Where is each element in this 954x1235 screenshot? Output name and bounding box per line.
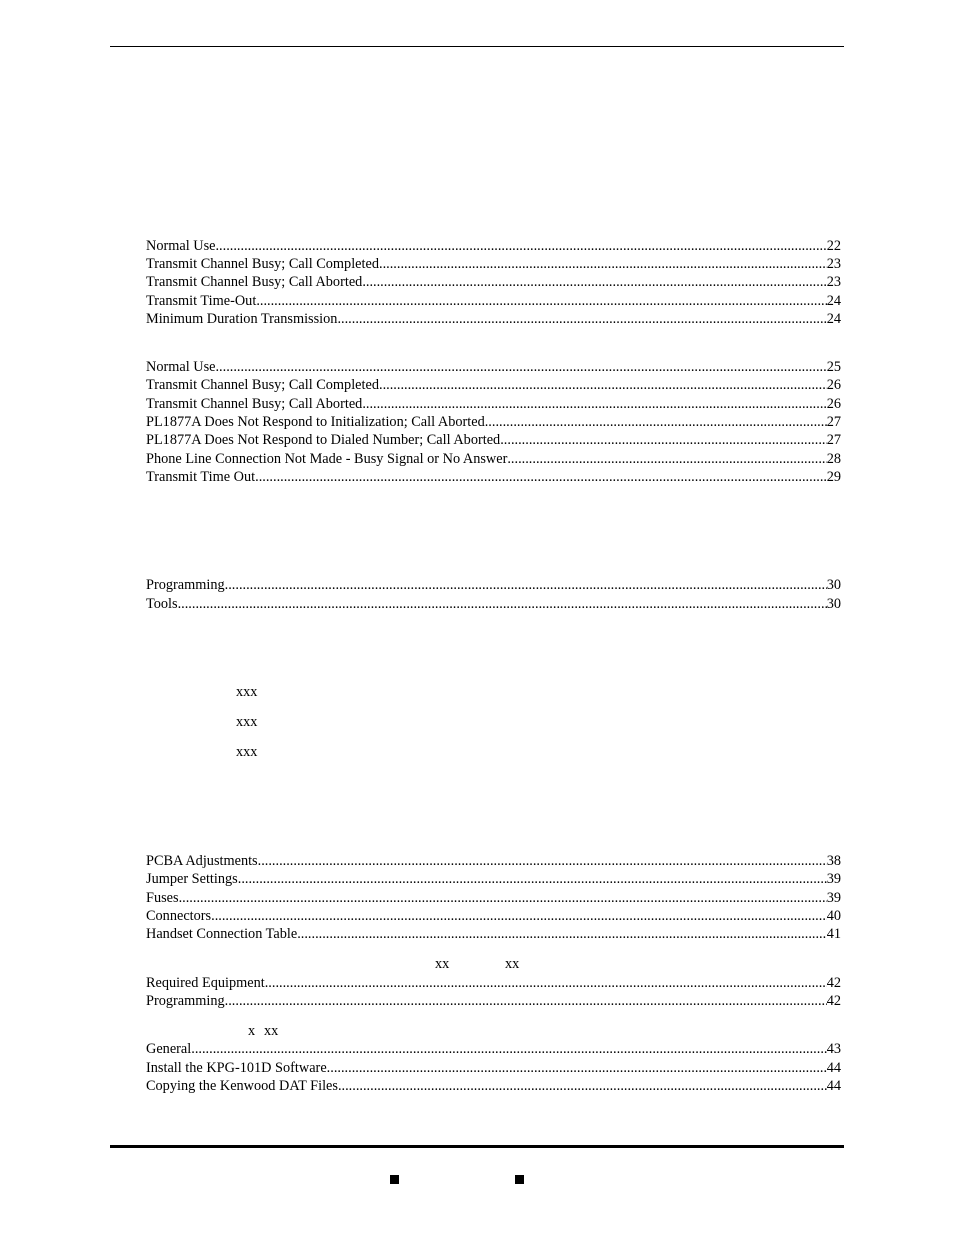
toc-entry-page: 24	[826, 311, 841, 327]
toc-entry-title: Jumper Settings	[146, 871, 238, 887]
toc-entry[interactable]	[146, 292, 841, 310]
placeholder-fragment: xx	[435, 956, 450, 972]
toc-entry-leader	[362, 395, 826, 413]
toc-entry-title: General	[146, 1041, 192, 1057]
toc-entry-page: 39	[826, 890, 841, 906]
toc-entry-leader	[225, 576, 827, 594]
toc-entry-title: Normal Use	[146, 359, 216, 375]
toc-entry[interactable]	[146, 358, 841, 376]
toc-entry-leader	[178, 595, 827, 613]
toc-entry-page: 27	[826, 414, 841, 430]
placeholder-fragment: xx	[264, 1023, 279, 1039]
toc-entry[interactable]	[146, 1077, 841, 1095]
toc-entry-title: Fuses	[146, 890, 179, 906]
toc-entry-leader	[215, 358, 826, 376]
toc-entry-page: 27	[826, 432, 841, 448]
toc-entry-page: 22	[826, 238, 841, 254]
toc-entry-page: 42	[826, 993, 841, 1009]
placeholder-fragment: xxx	[236, 684, 258, 700]
toc-entry[interactable]	[146, 273, 841, 291]
toc-entry-page: 41	[826, 926, 841, 942]
toc-entry[interactable]	[146, 1040, 841, 1058]
black-square-icon	[515, 1175, 524, 1184]
toc-entry-leader	[362, 273, 826, 291]
toc-entry-title: Programming	[146, 577, 225, 593]
placeholder-fragment: xx	[505, 956, 520, 972]
toc-entry-page: 24	[826, 293, 841, 309]
toc-entry[interactable]	[146, 852, 841, 870]
toc-entry[interactable]	[146, 237, 841, 255]
toc-entry-page: 44	[826, 1060, 841, 1076]
toc-entry-page: 29	[826, 469, 841, 485]
toc-entry-title: Required Equipment	[146, 975, 265, 991]
toc-entry-title: PL1877A Does Not Respond to Initialization; Call Aborted	[146, 414, 485, 430]
toc-entry-page: 39	[826, 871, 841, 887]
toc-entry-title: Transmit Channel Busy; Call Aborted	[146, 396, 363, 412]
toc-entry-page: 25	[826, 359, 841, 375]
black-square-icon	[390, 1175, 399, 1184]
toc-entry-title: Copying the Kenwood DAT Files	[146, 1078, 338, 1094]
toc-entry[interactable]	[146, 450, 841, 468]
toc-entry-leader	[215, 237, 826, 255]
toc-entry[interactable]	[146, 376, 841, 394]
toc-entry-leader	[258, 852, 827, 870]
toc-entry-title: Transmit Channel Busy; Call Completed	[146, 256, 379, 272]
toc-entry-leader	[265, 974, 827, 992]
toc-entry-title: Transmit Channel Busy; Call Completed	[146, 377, 379, 393]
toc-entry-title: Normal Use	[146, 238, 216, 254]
toc-entry-title: PL1877A Does Not Respond to Dialed Number; Call Aborted	[146, 432, 501, 448]
toc-entry-page: 43	[826, 1041, 841, 1057]
toc-entry[interactable]	[146, 925, 841, 943]
toc-entry-page: 23	[826, 274, 841, 290]
toc-entry-title: Phone Line Connection Not Made - Busy Signal or No Answer	[146, 451, 508, 467]
toc-entry-leader	[225, 992, 827, 1010]
toc-entry-page: 30	[826, 577, 841, 593]
toc-entry-leader	[500, 431, 826, 449]
toc-entry[interactable]	[146, 974, 841, 992]
toc-entry-leader	[337, 310, 826, 328]
toc-entry[interactable]	[146, 907, 841, 925]
toc-entry[interactable]	[146, 310, 841, 328]
toc-entry-leader	[191, 1040, 826, 1058]
toc-entry[interactable]	[146, 889, 841, 907]
header-rule	[110, 46, 844, 47]
toc-entry-title: Handset Connection Table	[146, 926, 298, 942]
toc-entry-title: Transmit Time Out	[146, 469, 256, 485]
toc-entry-leader	[379, 376, 827, 394]
toc-entry-leader	[255, 468, 827, 486]
toc-entry-leader	[238, 870, 827, 888]
toc-entry[interactable]	[146, 255, 841, 273]
toc-entry-title: Connectors	[146, 908, 212, 924]
toc-entry[interactable]	[146, 413, 841, 431]
toc-entry-page: 26	[826, 396, 841, 412]
toc-entry-leader	[256, 292, 826, 310]
toc-entry-page: 26	[826, 377, 841, 393]
toc-entry-leader	[327, 1059, 827, 1077]
toc-entry[interactable]	[146, 595, 841, 613]
toc-entry-title: Transmit Time-Out	[146, 293, 257, 309]
placeholder-fragment: xxx	[236, 714, 258, 730]
toc-entry[interactable]	[146, 576, 841, 594]
toc-entry[interactable]	[146, 1059, 841, 1077]
toc-entry-title: Programming	[146, 993, 225, 1009]
toc-entry[interactable]	[146, 870, 841, 888]
toc-entry[interactable]	[146, 992, 841, 1010]
toc-entry-leader	[297, 925, 827, 943]
toc-entry-page: 42	[826, 975, 841, 991]
toc-entry-page: 38	[826, 853, 841, 869]
toc-entry-leader	[338, 1077, 827, 1095]
toc-entry-page: 44	[826, 1078, 841, 1094]
footer-rule	[110, 1145, 844, 1148]
toc-entry[interactable]	[146, 431, 841, 449]
toc-entry-page: 28	[826, 451, 841, 467]
toc-entry-title: Minimum Duration Transmission	[146, 311, 338, 327]
toc-entry-title: PCBA Adjustments	[146, 853, 258, 869]
toc-entry-title: Install the KPG-101D Software	[146, 1060, 327, 1076]
toc-entry-page: 30	[826, 596, 841, 612]
toc-entry-leader	[485, 413, 827, 431]
toc-entry[interactable]	[146, 395, 841, 413]
toc-entry-title: Transmit Channel Busy; Call Aborted	[146, 274, 363, 290]
toc-entry[interactable]	[146, 468, 841, 486]
toc-entry-page: 23	[826, 256, 841, 272]
toc-entry-title: Tools	[146, 596, 178, 612]
toc-entry-leader	[179, 889, 827, 907]
placeholder-fragment: xxx	[236, 744, 258, 760]
toc-entry-page: 40	[826, 908, 841, 924]
toc-entry-leader	[379, 255, 827, 273]
toc-entry-leader	[211, 907, 827, 925]
placeholder-fragment: x	[248, 1023, 256, 1039]
toc-entry-leader	[507, 450, 826, 468]
